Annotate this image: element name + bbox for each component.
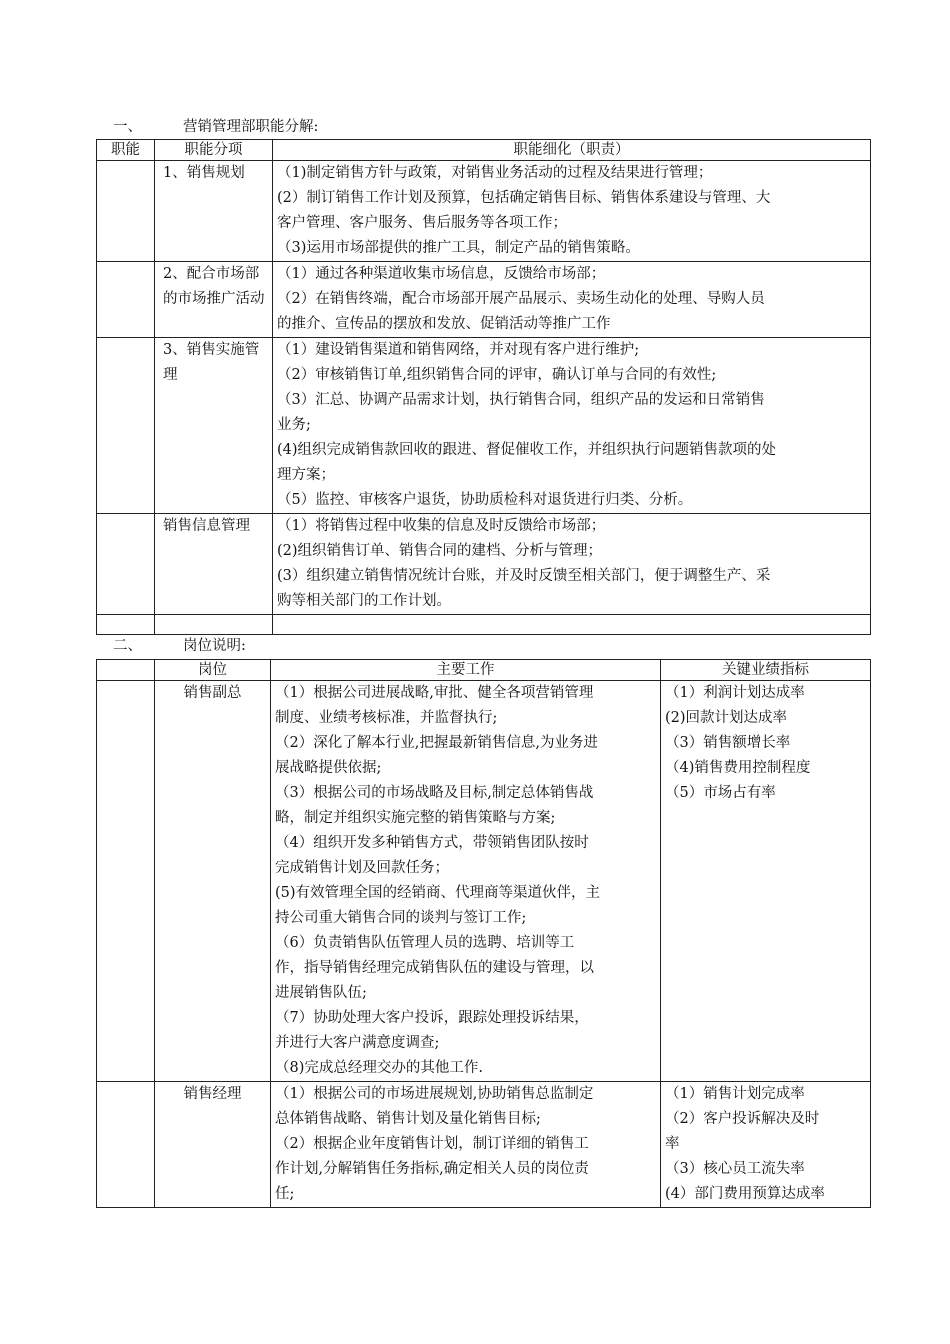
work-line: 任; [275,1186,295,1202]
kpi-line: （3）核心员工流失率 [665,1161,805,1177]
responsibility-line: (4)组织完成销售款回收的跟进、督促催收工作，并组织执行问题销售款项的处 [277,442,777,458]
header-main-work: 主要工作 [271,660,661,681]
work-line: 总体销售战略、销售计划及量化销售目标; [275,1111,541,1127]
work-line: （8)完成总经理交办的其他工作. [275,1060,483,1076]
position-table [96,659,871,1208]
responsibility-line: 业务; [277,417,311,433]
responsibility-line: （2）在销售终端，配合市场部开展产品展示、卖场生动化的处理、导购人员 [277,291,765,307]
function-row [97,262,871,338]
work-line: （1）根据公司进展战略,审批、健全各项营销管理 [275,685,594,701]
header-position: 岗位 [155,660,271,681]
kpi-line: （3）销售额增长率 [665,735,791,751]
header-blank [97,660,155,681]
responsibility-line: （3)运用市场部提供的推广工具，制定产品的销售策略。 [277,240,640,256]
work-line: （4）组织开发多种销售方式，带领销售团队按时 [275,835,589,851]
work-line: （7）协助处理大客户投诉，跟踪处理投诉结果， [275,1010,589,1026]
position-name: 销售经理 [155,1082,271,1208]
responsibility-line: 客户管理、客户服务、售后服务等各项工作； [277,215,567,231]
work-line: （2）深化了解本行业,把握最新销售信息,为业务进 [275,735,598,751]
kpi-cell [661,1082,871,1208]
sub-function-name: 3、销售实施管理 [155,338,273,514]
work-line: （1）根据公司的市场进展规划,协助销售总监制定 [275,1086,594,1102]
position-table-header [97,660,871,681]
responsibility-line: （1）将销售过程中收集的信息及时反馈给市场部； [277,518,606,534]
section1-title: 营销管理部职能分解: [183,119,319,135]
header-sub-function: 职能分项 [155,140,273,161]
position-row [97,681,871,1082]
responsibilities-cell [273,161,871,262]
responsibilities-cell [273,338,871,514]
kpi-line: （1）利润计划达成率 [665,685,805,701]
responsibility-line: 的推介、宣传品的摆放和发放、促销活动等推广工作 [277,316,611,332]
work-line: 并进行大客户满意度调查; [275,1035,440,1051]
kpi-line: 率 [665,1136,680,1152]
sub-function-name: 2、配合市场部的市场推广活动 [155,262,273,338]
responsibility-line: （1)制定销售方针与政策，对销售业务活动的过程及结果进行管理； [277,165,713,181]
position-name: 销售副总 [155,681,271,1082]
sub-function-name: 1、销售规划 [155,161,273,262]
function-row [97,514,871,615]
kpi-cell [661,681,871,1082]
kpi-line: （4)销售费用控制程度 [665,760,811,776]
header-responsibilities: 职能细化（职责） [273,140,871,161]
function-cell [97,262,155,338]
work-line: 进展销售队伍; [275,985,367,1001]
responsibility-line: （1）通过各种渠道收集市场信息，反馈给市场部； [277,266,606,282]
main-work-cell [271,1082,661,1208]
responsibility-line: （2）审核销售订单,组织销售合同的评审，确认订单与合同的有效性; [277,367,717,383]
work-line: (5)有效管理全国的经销商、代理商等渠道伙伴，主 [275,885,601,901]
kpi-line: （5）市场占有率 [665,785,776,801]
responsibilities-cell [273,262,871,338]
main-work-cell [271,681,661,1082]
kpi-line: （1）销售计划完成率 [665,1086,805,1102]
header-function: 职能 [97,140,155,161]
kpi-line: (4）部门费用预算达成率 [665,1186,825,1202]
function-table-header [97,140,871,161]
function-cell [97,514,155,615]
work-line: （2）根据企业年度销售计划，制订详细的销售工 [275,1136,589,1152]
work-line: （6）负责销售队伍管理人员的选聘、培训等工 [275,935,575,951]
responsibility-line: 理方案； [277,467,335,483]
work-line: （3）根据公司的市场战略及目标,制定总体销售战 [275,785,594,801]
section2-heading [113,636,246,656]
work-line: 完成销售计划及回款任务； [275,860,449,876]
function-cell [97,161,155,262]
responsibility-line: （3）汇总、协调产品需求计划，执行销售合同，组织产品的发运和日常销售 [277,392,765,408]
responsibility-line: (2）制订销售工作计划及预算，包括确定销售目标、销售体系建设与管理、大 [277,190,771,206]
kpi-line: （2）客户投诉解决及时 [665,1111,820,1127]
responsibility-line: （5）监控、审核客户退货，协助质检科对退货进行归类、分析。 [277,492,693,508]
responsibility-line: (3）组织建立销售情况统计台账，并及时反馈至相关部门，便于调整生产、采 [277,568,771,584]
function-table [96,139,871,635]
empty-row [97,615,871,635]
function-row [97,161,871,262]
work-line: 持公司重大销售合同的谈判与签订工作; [275,910,527,926]
header-kpi: 关键业绩指标 [661,660,871,681]
section1-heading [113,117,318,137]
work-line: 制度、业绩考核标准，并监督执行; [275,710,498,726]
responsibilities-cell [273,514,871,615]
sub-function-name: 销售信息管理 [155,514,273,615]
function-row [97,338,871,514]
section1-number: 一、 [113,119,142,135]
section2-title: 岗位说明: [183,638,246,654]
responsibility-line: 购等相关部门的工作计划。 [277,593,451,609]
kpi-line: (2)回款计划达成率 [665,710,788,726]
responsibility-line: （1）建设销售渠道和销售网络，并对现有客户进行维护; [277,342,640,358]
position-row [97,1082,871,1208]
function-cell [97,338,155,514]
section2-number: 二、 [113,638,142,654]
work-line: 展战略提供依据; [275,760,382,776]
work-line: 作，指导销售经理完成销售队伍的建设与管理，以 [275,960,594,976]
responsibility-line: (2)组织销售订单、销售合同的建档、分析与管理； [277,543,603,559]
work-line: 作计划,分解销售任务指标,确定相关人员的岗位责 [275,1161,589,1177]
work-line: 略，制定并组织实施完整的销售策略与方案; [275,810,556,826]
